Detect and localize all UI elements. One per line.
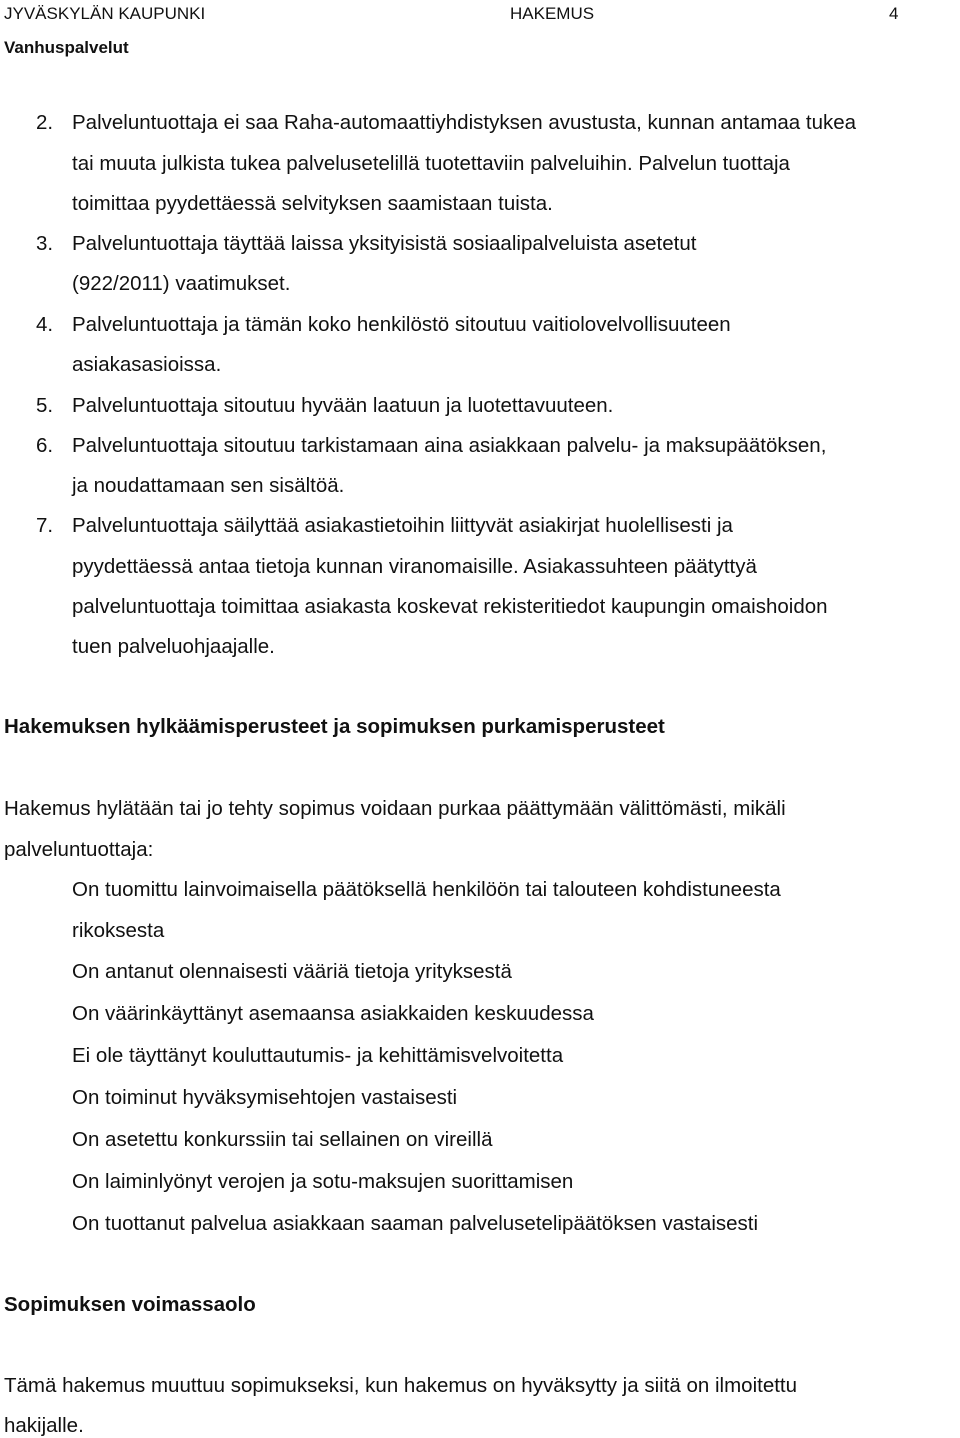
list-item-text: Palveluntuottaja sitoutuu tarkistamaan aina asiakkaan palvelu- ja maksupäätöksen, [72,434,827,457]
list-item-text: asiakasasioissa. [72,353,222,376]
list-item-number: 7. [36,514,54,537]
list-item-text: Palveluntuottaja sitoutuu hyvään laatuun ja luotettavuuteen. [72,394,614,417]
list-item-text: pyydettäessä antaa tietoja kunnan viranomaisille. Asiakassuhteen päätyttyä [72,555,757,578]
list-item-text: (922/2011) vaatimukset. [72,272,291,295]
section-heading-rejection: Hakemuksen hylkäämisperusteet ja sopimuksen purkamisperusteet [4,715,665,738]
section-heading-validity: Sopimuksen voimassaolo [4,1293,256,1316]
list-item: On toiminut hyväksymisehtojen vastaisesti [72,1086,458,1109]
list-item-number: 2. [36,111,54,134]
list-item-text: tai muuta julkista tukea palvelusetelillä tuotettaviin palveluihin. Palvelun tuottaja [72,152,790,175]
list-item: On laiminlyönyt verojen ja sotu-maksujen suorittamisen [72,1170,574,1193]
list-item-text: Palveluntuottaja säilyttää asiakastietoihin liittyvät asiakirjat huolellisesti ja [72,514,733,537]
paragraph-line: hakijalle. [4,1414,84,1437]
list-item-number: 5. [36,394,54,417]
list-item: On asetettu konkurssiin tai sellainen on vireillä [72,1128,493,1151]
list-item: On tuomittu lainvoimaisella päätöksellä henkilöön tai talouteen kohdistuneesta [72,878,781,901]
list-item-number: 4. [36,313,54,336]
paragraph-line: Hakemus hylätään tai jo tehty sopimus voidaan purkaa päättymään välittömästi, mikäli [4,797,786,820]
list-item-text: tuen palveluohjaajalle. [72,635,275,658]
paragraph-line: palveluntuottaja: [4,838,154,861]
list-item-text: Palveluntuottaja ja tämän koko henkilöstö sitoutuu vaitiolovelvollisuuteen [72,313,731,336]
list-item-text: toimittaa pyydettäessä selvityksen saamistaan tuista. [72,192,553,215]
header-doc-type: HAKEMUS [510,4,595,23]
list-item-text: palveluntuottaja toimittaa asiakasta koskevat rekisteritiedot kaupungin omaishoidon [72,595,828,618]
list-item: rikoksesta [72,919,165,942]
list-item-number: 3. [36,232,54,255]
list-item-number: 6. [36,434,54,457]
header-org: JYVÄSKYLÄN KAUPUNKI [4,4,206,23]
list-item: On tuottanut palvelua asiakkaan saaman palvelusetelipäätöksen vastaisesti [72,1212,759,1235]
list-item-text: Palveluntuottaja täyttää laissa yksityisistä sosiaalipalveluista asetetut [72,232,697,255]
header-page-number: 4 [889,4,899,23]
list-item: On antanut olennaisesti vääriä tietoja yrityksestä [72,960,512,983]
list-item-text: Palveluntuottaja ei saa Raha-automaattiyhdistyksen avustusta, kunnan antamaa tukea [72,111,857,134]
list-item: On väärinkäyttänyt asemaansa asiakkaiden keskuudessa [72,1002,594,1025]
list-item: Ei ole täyttänyt kouluttautumis- ja kehittämisvelvoitetta [72,1044,564,1067]
list-item-text: ja noudattamaan sen sisältöä. [72,474,345,497]
paragraph-line: Tämä hakemus muuttuu sopimukseksi, kun hakemus on hyväksytty ja siitä on ilmoitettu [4,1374,798,1397]
header-department: Vanhuspalvelut [4,38,129,57]
